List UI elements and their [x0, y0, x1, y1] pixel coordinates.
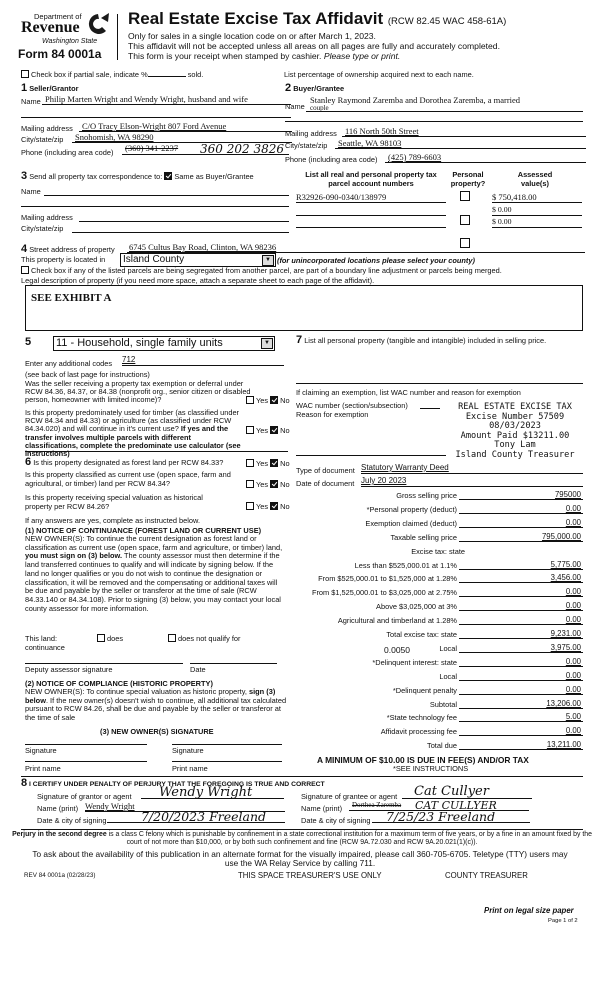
q-forest: 6 Is this property designated as forest land per RCW 84.33? — [25, 456, 224, 468]
no-checkbox[interactable] — [270, 480, 278, 488]
if-yes-note: If any answers are yes, complete as instructed below. — [25, 516, 200, 525]
parcel-personal-checkbox[interactable] — [460, 215, 470, 225]
logo-swoosh-icon — [84, 12, 110, 36]
buyer-name-field-2[interactable]: couple — [310, 104, 329, 112]
notice-continuance-title: (1) NOTICE OF CONTINUANCE (FOREST LAND OR CURRENT USE) — [25, 526, 262, 535]
buyer-name-line — [306, 111, 583, 112]
local-rate: 0.0050 — [384, 645, 410, 655]
owner-signature-field[interactable] — [172, 744, 282, 745]
stamp-line: 08/03/2023 — [489, 421, 541, 431]
stamp-line: Excise Number 57509 — [465, 411, 565, 422]
tax-row-label: *State technology fee — [386, 713, 457, 723]
seller-city-label: City/state/zip — [21, 135, 64, 144]
q-forest-answer: Yes No — [246, 459, 290, 468]
parcel-account-field[interactable] — [296, 217, 446, 228]
buyer-city-field[interactable]: Seattle, WA 98103 — [335, 138, 586, 149]
tax-row-value: 0.00 — [565, 684, 581, 694]
does-option: does — [97, 634, 123, 643]
reason-field[interactable] — [296, 455, 446, 456]
tax-row-field[interactable] — [459, 725, 583, 736]
grantee-name-field[interactable]: Dorthea Zaremba CAT CULLYER — [349, 799, 529, 811]
segregated-row: Check box if any of the listed parcels are being segregated from another parcel, are part of a boundary line adjustment or parcels being merged. — [21, 266, 502, 275]
logo-revenue: Revenue — [21, 19, 80, 36]
certify-heading: 8 I CERTIFY UNDER PENALTY OF PERJURY THAT THE FOREGOING IS TRUE AND CORRECT — [21, 777, 325, 789]
grantee-name-label: Name (print) — [301, 804, 343, 813]
grantor-date-field[interactable]: 7/20/2023 Freeland — [107, 808, 285, 823]
parcel-value-field[interactable]: $ 0.00 — [492, 205, 582, 216]
doc-date-label: Date of document — [296, 479, 355, 488]
q-historic: Is this property receiving special valuation as historical property per RCW 84.26? — [25, 493, 203, 511]
tax-row-value: 0.00 — [565, 656, 581, 666]
seller-phone-handwritten: 360 202 3826 — [200, 142, 284, 155]
q-timber-answer: Yes No — [246, 426, 290, 435]
seller-name-field[interactable]: Philip Marten Wright and Wendy Wright, husband and wife — [42, 94, 291, 105]
yes-checkbox[interactable] — [246, 502, 254, 510]
grantee-sig-label: Signature of grantee or agent — [301, 792, 398, 801]
codes-label: Enter any additional codes — [25, 359, 113, 368]
tax-row-label: *Delinquent penalty — [392, 685, 457, 695]
header-divider — [117, 14, 118, 60]
stamp-line: REAL ESTATE EXCISE TAX — [458, 402, 572, 412]
print-name-label: Print name — [172, 764, 208, 773]
no-checkbox[interactable] — [270, 396, 278, 404]
tax-row-field[interactable] — [459, 572, 583, 583]
parcel-account-field[interactable]: R32926-090-0340/138979 — [296, 192, 446, 203]
owner-signature-field[interactable] — [25, 744, 147, 745]
buyer-heading: 2 Buyer/Grantee — [285, 82, 345, 94]
tax-row-value: 9,231.00 — [550, 629, 581, 638]
buyer-name-label: Name — [285, 102, 305, 111]
tax-row-value: 5.00 — [565, 712, 581, 722]
tax-row-label: Taxable selling price — [390, 532, 457, 542]
property-street-label: 4 Street address of property — [21, 243, 115, 255]
tax-row-value: 0.00 — [565, 601, 581, 611]
correspondence-heading: 3 Send all property tax correspondence to: Same as Buyer/Grantee — [21, 170, 254, 182]
buyer-mailing-field[interactable]: 116 North 50th Street — [342, 126, 586, 137]
seller-phone-field[interactable] — [122, 141, 289, 155]
legal-description-box[interactable] — [25, 285, 583, 331]
tax-row-value: 0.00 — [565, 503, 581, 513]
legal-paper-note: Print on legal size paper — [484, 906, 574, 915]
seller-mailing-label: Mailing address — [21, 124, 73, 133]
parcel-value-field[interactable]: $ 0.00 — [492, 217, 582, 228]
tax-row-field[interactable] — [459, 670, 583, 681]
deputy-date-field[interactable] — [190, 663, 277, 664]
tax-row-value: 5,775.00 — [550, 559, 581, 569]
property-street-field[interactable]: 6745 Cultus Bay Road, Clinton, WA 98236 — [127, 242, 585, 253]
signature-label: Signature — [25, 746, 57, 755]
stamp-line: Amount Paid $13211.00 — [460, 430, 570, 441]
corr-city-field[interactable] — [72, 232, 289, 233]
minimum-note: A MINIMUM OF $10.00 IS DUE IN FEE(S) AND/OR TAX — [317, 755, 529, 765]
legal-label: Legal description of property (if you need more space, attach a separate sheet to each page of the affidavit). — [21, 276, 375, 285]
tax-row-field[interactable] — [459, 711, 583, 722]
same-as-buyer-checkbox[interactable] — [164, 172, 172, 180]
tax-row-label: Total due — [427, 741, 457, 751]
deputy-label: Deputy assessor signature — [25, 665, 113, 674]
codes-note: (see back of last page for instructions) — [25, 370, 150, 379]
tax-row-field[interactable] — [459, 739, 583, 750]
parcel-assessed-header: Assessed value(s) — [517, 170, 553, 188]
tax-row-label: Agricultural and timberland at 1.28% — [337, 616, 457, 626]
treasurer-use: THIS SPACE TREASURER'S USE ONLY — [238, 871, 382, 880]
doc-type-field[interactable]: Statutory Warranty Deed — [361, 463, 583, 474]
tax-row-field[interactable] — [459, 656, 583, 667]
q-exemption-answer: Yes No — [246, 396, 290, 405]
tax-row-value: 795000 — [554, 490, 581, 499]
tax-row-value: 13,206.00 — [546, 698, 581, 708]
tax-row-field[interactable] — [459, 531, 583, 542]
yes-checkbox[interactable] — [246, 459, 254, 467]
parcel-value-field[interactable]: $ 750,418.00 — [492, 192, 582, 203]
page-title: Real Estate Excise Tax Affidavit (RCW 82.45 WAC 458-61A) — [128, 9, 507, 28]
tax-row-label: Above $3,025,000 at 3% — [376, 602, 457, 612]
tax-row-value: 795,000.00 — [541, 531, 581, 541]
partial-sale-checkbox[interactable] — [21, 70, 29, 78]
yes-checkbox[interactable] — [246, 480, 254, 488]
grantor-sig-label: Signature of grantor or agent — [37, 792, 132, 801]
buyer-phone-field[interactable]: (425) 789-6603 — [385, 152, 586, 163]
parcel-account-field[interactable] — [296, 205, 446, 216]
tax-row-label: *Personal property (deduct) — [366, 504, 457, 514]
new-owner-signature-title: (3) NEW OWNER(S) SIGNATURE — [100, 727, 214, 736]
signature-label: Signature — [172, 746, 204, 755]
accessibility-notice: To ask about the availability of this publication in an alternate format for the visually impaired, please call 360-705-6705. Teletype (TTY) users may use the WA Relay Service by calling 711. — [32, 849, 568, 868]
tax-row-field[interactable] — [459, 517, 583, 528]
owner-print-name-field[interactable] — [172, 761, 282, 762]
logo-state: Washington State — [42, 38, 98, 45]
tax-row-label: Exemption claimed (deduct) — [365, 518, 457, 528]
personal-property-label: 7 List all personal property (tangible and intangible) included in selling price. — [296, 334, 547, 346]
tax-row-label: Local — [439, 671, 457, 681]
chevron-down-icon[interactable]: ▼ — [261, 338, 273, 349]
seller-phone-label: Phone (including area code) — [21, 148, 114, 157]
tax-row-field[interactable] — [459, 684, 583, 695]
tax-row-label: Total excise tax: state — [386, 630, 457, 639]
segregated-checkbox[interactable] — [21, 266, 29, 274]
use-code-value: 11 - Household, single family units — [56, 337, 223, 349]
q-exemption: Was the seller receiving a property tax exemption or deferral under RCW 84.36, 84.37, or 84.38 (nonprofit org., senior citizen or disabled person, homeowner with limited income)? — [25, 379, 251, 404]
tax-row-field[interactable] — [459, 489, 583, 500]
q-current-use-answer: Yes No — [246, 480, 290, 489]
continuance-label: continuance — [25, 643, 65, 652]
tax-row-field[interactable] — [459, 698, 583, 709]
county-select[interactable] — [120, 253, 276, 267]
stamp-line: Island County Treasurer — [455, 449, 575, 460]
corr-city-label: City/state/zip — [21, 224, 64, 233]
yes-checkbox[interactable] — [246, 426, 254, 434]
tax-row-label: Subtotal — [429, 699, 457, 709]
no-checkbox[interactable] — [270, 426, 278, 434]
buyer-mailing-label: Mailing address — [285, 129, 337, 138]
parcel-personal-header: Personal property? — [450, 170, 486, 188]
seller-heading: 1 Seller/Grantor — [21, 82, 79, 94]
seller-city-field[interactable]: Snohomish, WA 98290 — [72, 132, 292, 143]
q-timber: Is this property predominately used for timber (as classified under RCW 84.34 and 84.33) or agriculture (as classified under RCW 84.34.020) and will continue in it's current use? If yes and the transfer involves multiple parcels with different classifications, complete the predominate use calculator (see instructions) — [25, 408, 241, 459]
tax-row-label: *Delinquent interest: state — [372, 657, 457, 667]
does-checkbox[interactable] — [97, 634, 105, 642]
seller-name-line-2 — [21, 117, 291, 118]
corr-mailing-label: Mailing address — [21, 213, 73, 222]
grantee-signature-field[interactable]: Cat Cullyer — [402, 784, 532, 799]
reason-label: Reason for exemption — [296, 410, 369, 419]
notice-compliance-title: (2) NOTICE OF COMPLIANCE (HISTORIC PROPERTY) — [25, 679, 213, 688]
logo-dept: Department of — [34, 12, 82, 21]
buyer-city-label: City/state/zip — [285, 141, 328, 150]
divider — [25, 451, 288, 452]
county-treasurer: COUNTY TREASURER — [445, 871, 528, 880]
ownership-note: List percentage of ownership acquired next to each name. — [284, 70, 474, 79]
q-current-use: Is this property classified as current use (open space, farm and agricultural, or timber) land per RCW 84.34? — [25, 470, 231, 488]
corr-name-line-2 — [21, 206, 289, 207]
header-line-3: This form is your receipt when stamped by cashier. Please type or print. — [128, 51, 401, 61]
print-name-label: Print name — [25, 764, 61, 773]
treasurer-stamp — [440, 403, 590, 460]
grantor-name-label: Name (print) — [37, 804, 79, 813]
buyer-phone-label: Phone (including area code) — [285, 155, 378, 164]
tax-row-field[interactable] — [459, 503, 583, 514]
tax-row-value: 0.00 — [565, 726, 581, 736]
divider — [21, 829, 583, 830]
tax-row-field[interactable] — [459, 628, 583, 639]
tax-row-label: From $1,525,000.01 to $3,025,000 at 2.75% — [311, 588, 457, 598]
wac-field[interactable] — [420, 408, 440, 409]
doc-date-field[interactable]: July 20 2023 — [361, 476, 583, 487]
notice-compliance-text: NEW OWNER(S): To continue special valuation as historic property, sign (3) below. If the new owner(s) doesn't wish to continue, all additional tax calculated pursuant to RCW 84.26, shall be due and payable by the seller or transferor at the time of sale — [25, 687, 287, 723]
tax-row-value: 0.00 — [565, 615, 581, 625]
tax-row-field[interactable] — [459, 642, 583, 653]
corr-mailing-field[interactable] — [79, 221, 289, 222]
yes-checkbox[interactable] — [246, 396, 254, 404]
legal-description-text: SEE EXHIBIT A — [31, 292, 112, 304]
tax-row-label: Less than $525,000.01 at 1.1% — [354, 560, 457, 570]
owner-print-name-field[interactable] — [25, 761, 147, 762]
county-value: Island County — [123, 254, 185, 265]
this-land-label: This land: — [25, 634, 58, 643]
parcel-personal-checkbox[interactable] — [460, 191, 470, 201]
tax-row-label: Excise tax: state — [411, 546, 465, 556]
rev-number: REV 84 0001a (02/28/23) — [24, 872, 96, 879]
tax-row-label: Local — [439, 643, 457, 653]
tax-row-value: 0.00 — [565, 587, 581, 597]
grantee-date-label: Date & city of signing — [301, 816, 371, 825]
corr-name-label: Name — [21, 187, 41, 196]
tax-row-field[interactable] — [459, 559, 583, 570]
exemption-label: If claiming an exemption, list WAC number and reason for exemption — [296, 388, 521, 397]
wac-label: WAC number (section/subsection) — [296, 401, 408, 410]
tax-row-label: Gross selling price — [396, 491, 457, 500]
tax-row-field[interactable] — [459, 614, 583, 625]
seller-phone-struck: (360) 341-2237 — [125, 143, 179, 153]
header-line-1: Only for sales in a single location code on or after March 1, 2023. — [128, 31, 376, 41]
date-label: Date — [190, 665, 206, 674]
notice-continuance-text: NEW OWNER(S): To continue the current designation as forest land or classification as current use (open space, farm and agriculture, or timber) land, you must sign on (3) below. The county assessor must then determine if the land transferred continues to qualify and will indicate by signing below. If the land no longer qualifies or you do not wish to continue the designation or classification, it will be removed and the compensating or additional taxes will be due and payable by the seller or transferor at the time of sale (RCW 84.33.140 or 84.34.108). Prior to signing (3) below, you may contact your local county assessor for more information. — [25, 534, 283, 613]
chevron-down-icon[interactable]: ▼ — [262, 255, 274, 266]
deputy-signature-field[interactable] — [25, 663, 183, 664]
section5-number: 5 — [25, 336, 32, 348]
tax-row-label: Affidavit processing fee — [380, 727, 457, 737]
use-code-select[interactable] — [53, 336, 275, 351]
tax-row-value: 3,456.00 — [550, 573, 581, 583]
does-not-option: does not qualify for — [168, 634, 240, 643]
no-checkbox[interactable] — [270, 459, 278, 467]
tax-row-value: 13,211.00 — [546, 740, 581, 750]
seller-mailing-field[interactable]: C/O Tracy Elson-Wright 807 Ford Avenue — [79, 121, 292, 132]
tax-row-value: 0.00 — [565, 517, 581, 527]
page-number: Page 1 of 2 — [548, 918, 578, 924]
buyer-name-field[interactable]: Stanley Raymond Zaremba and Dorothea Zaremba, a married — [310, 95, 521, 105]
parcel-accounts-header: List all real and personal property tax parcel account numbers — [305, 170, 437, 188]
corr-name-field[interactable] — [44, 195, 289, 196]
personal-property-field[interactable] — [296, 383, 583, 384]
tax-row-field[interactable] — [459, 600, 583, 611]
doc-type-label: Type of document — [296, 466, 355, 475]
stamp-line: Tony Lam — [494, 440, 536, 450]
no-checkbox[interactable] — [270, 502, 278, 510]
tax-row-value: 0.00 — [565, 670, 581, 680]
buyer-name-line-2 — [285, 121, 583, 122]
tax-row-value: 3,975.00 — [550, 642, 581, 652]
grantee-date-field[interactable]: 7/25/23 Freeland — [372, 808, 530, 823]
grantor-date-label: Date & city of signing — [37, 816, 107, 825]
tax-row-label: From $525,000.01 to $1,525,000 at 1.28% — [318, 574, 457, 584]
grantor-name-field[interactable]: Wendy Wright — [85, 801, 285, 812]
county-note: (for unincorporated locations please select your county) — [277, 256, 475, 265]
perjury-notice: Perjury in the second degree is a class C felony which is punishable by confinement in a state correctional institution for a maximum term of five years, or by a fine in an amount fixed by the court of not more than $10,000, or by both such confinement and fine (RCW 9A.72.030 and RCW 9A.20.021(1)(c)). — [12, 831, 592, 846]
see-instructions: *SEE INSTRUCTIONS — [393, 764, 469, 773]
seller-name-label: Name — [21, 97, 41, 106]
tax-row-field[interactable] — [459, 586, 583, 597]
codes-field[interactable]: 712 — [122, 355, 284, 366]
form-number: Form 84 0001a — [18, 47, 102, 61]
does-not-checkbox[interactable] — [168, 634, 176, 642]
grantor-signature-field[interactable]: Wendy Wright — [141, 786, 284, 799]
header-line-2: This affidavit will not be accepted unless all areas on all pages are fully and accurately completed. — [128, 41, 500, 51]
partial-sale: Check box if partial sale, indicate % sold. — [21, 70, 203, 79]
q-historic-answer: Yes No — [246, 502, 290, 511]
located-label: This property is located in — [21, 255, 106, 264]
